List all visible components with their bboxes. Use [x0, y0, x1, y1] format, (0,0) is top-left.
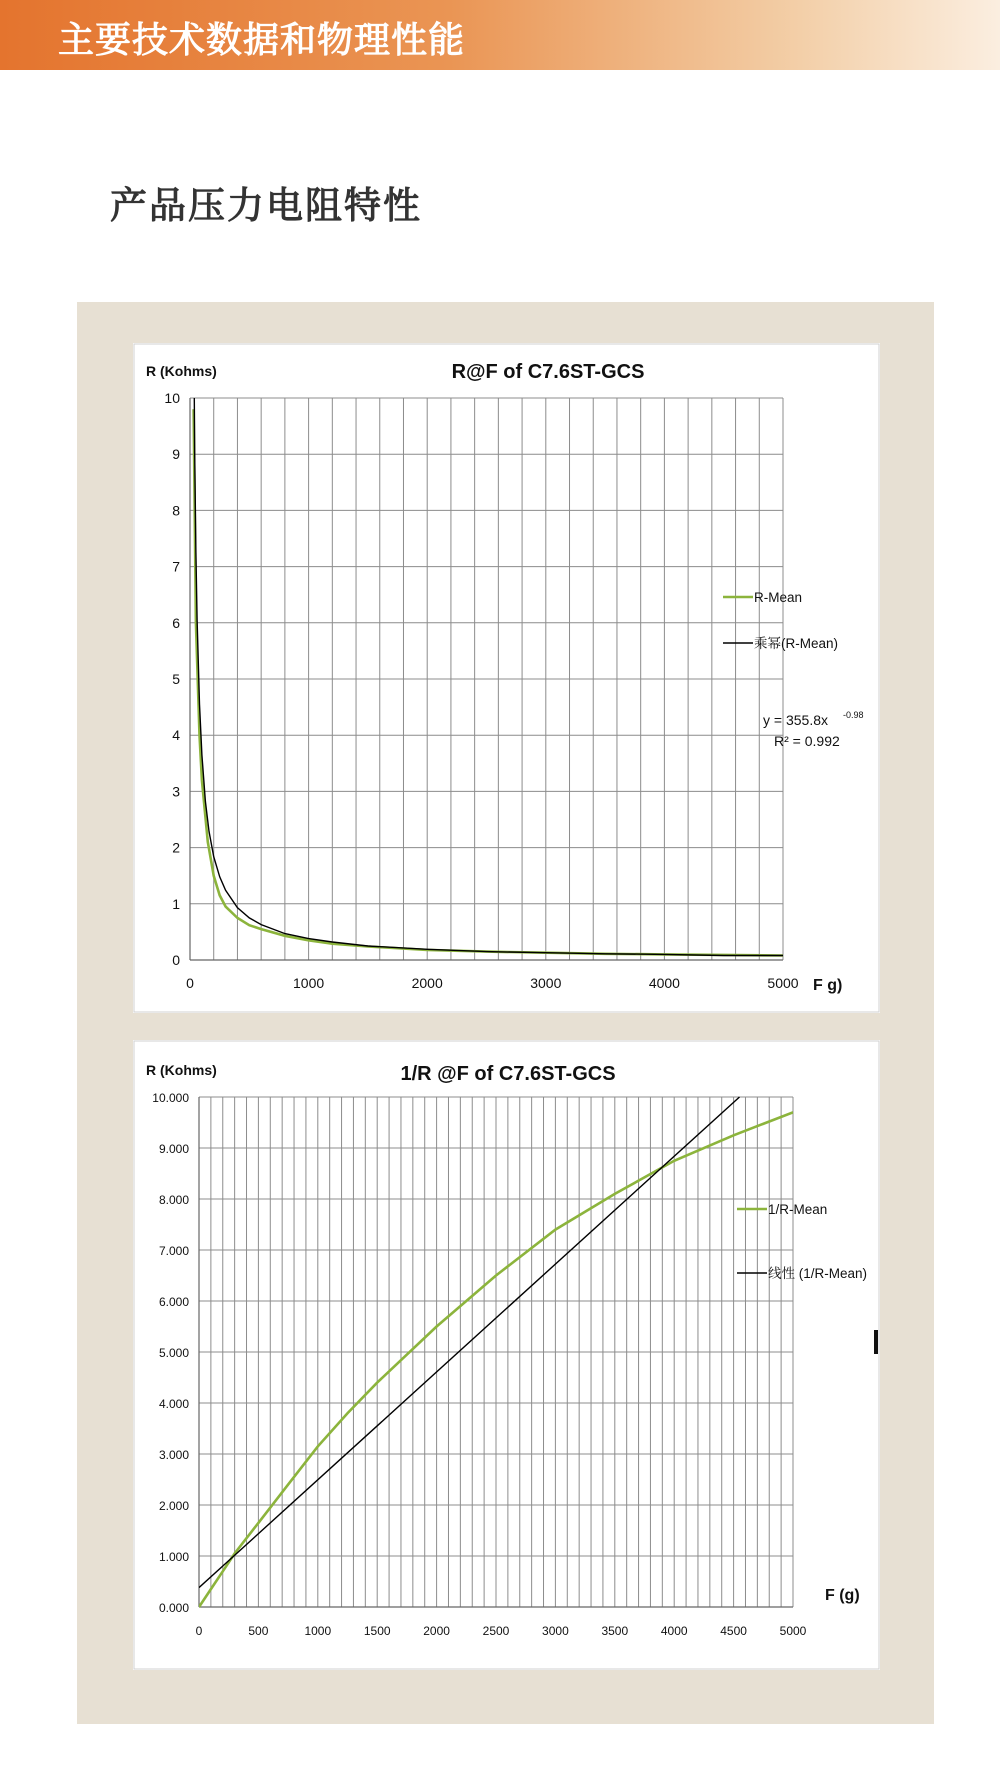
chart-border [134, 1041, 879, 1669]
chart-title: 1/R @F of C7.6ST-GCS [400, 1063, 616, 1085]
y-tick-label: 9 [172, 446, 180, 463]
y-tick-label: 2.000 [158, 1499, 189, 1513]
y-tick-label: 5.000 [158, 1346, 189, 1360]
equation-exponent: -0.98 [843, 710, 864, 720]
x-tick-label: 3000 [542, 1624, 569, 1638]
y-tick-label: 10 [164, 390, 180, 406]
x-tick-label: 500 [248, 1624, 269, 1638]
header-banner [0, 0, 1000, 70]
x-tick-label: 1500 [363, 1624, 391, 1638]
conductance-chart-svg [133, 1040, 880, 1670]
x-tick-label: 5000 [767, 975, 799, 991]
y-tick-label: 8.000 [158, 1193, 189, 1207]
y-tick-label: 8 [172, 502, 180, 519]
y-tick-label: 6.000 [158, 1295, 189, 1309]
y-tick-label: 6 [172, 614, 180, 631]
series-line-fit [194, 398, 783, 956]
chart-title: R@F of C7.6ST-GCS [451, 361, 645, 383]
y-tick-label: 10.000 [152, 1091, 189, 1105]
header-title: 主要技术数据和物理性能 [58, 20, 466, 61]
x-axis-label: F (g) [825, 1587, 860, 1604]
y-tick-label: 0 [172, 952, 180, 968]
resistance-chart-svg [133, 343, 880, 1013]
y-tick-label: 4.000 [158, 1397, 189, 1411]
equation-label: y = 355.8x [763, 712, 828, 728]
x-tick-label: 5000 [779, 1624, 807, 1638]
y-tick-label: 9.000 [158, 1142, 189, 1156]
x-tick-label: 3500 [601, 1624, 629, 1638]
y-tick-label: 3 [172, 783, 180, 800]
x-tick-label: 0 [195, 1624, 203, 1638]
y-tick-label: 0.000 [158, 1601, 189, 1615]
side-marker [874, 1330, 878, 1354]
x-tick-label: 1000 [304, 1624, 332, 1638]
series-line-fit [199, 1097, 740, 1588]
x-tick-label: 2500 [482, 1624, 510, 1638]
conductance-chart [133, 1040, 880, 1670]
legend-label: R-Mean [754, 590, 803, 605]
x-tick-label: 4500 [720, 1624, 747, 1638]
x-tick-label: 3000 [530, 975, 562, 991]
legend-label: 线性 (1/R-Mean) [768, 1266, 868, 1281]
resistance-chart [133, 343, 880, 1013]
legend-label: 1/R-Mean [768, 1202, 828, 1217]
y-tick-label: 1.000 [158, 1550, 189, 1564]
r-squared-label: R² = 0.992 [774, 733, 840, 749]
y-tick-label: 3.000 [158, 1448, 189, 1462]
y-tick-label: 4 [172, 727, 180, 744]
x-tick-label: 4000 [648, 975, 680, 991]
x-tick-label: 4000 [660, 1624, 688, 1638]
y-tick-label: 7 [172, 558, 180, 575]
y-axis-label: R (Kohms) [146, 1062, 217, 1078]
x-axis-label: F g) [813, 977, 843, 994]
x-tick-label: 2000 [423, 1624, 450, 1638]
legend-label: 乘幂(R-Mean) [754, 636, 839, 651]
section-title: 产品压力电阻特性 [110, 184, 422, 227]
y-tick-label: 1 [172, 895, 180, 912]
y-tick-label: 2 [172, 839, 180, 856]
y-tick-label: 7.000 [158, 1244, 189, 1258]
x-tick-label: 2000 [411, 975, 443, 991]
x-tick-label: 1000 [293, 975, 325, 991]
chart-border [134, 344, 879, 1012]
series-line-mean [194, 409, 783, 955]
y-axis-label: R (Kohms) [146, 363, 217, 379]
y-tick-label: 5 [172, 671, 180, 687]
x-tick-label: 0 [186, 975, 194, 991]
